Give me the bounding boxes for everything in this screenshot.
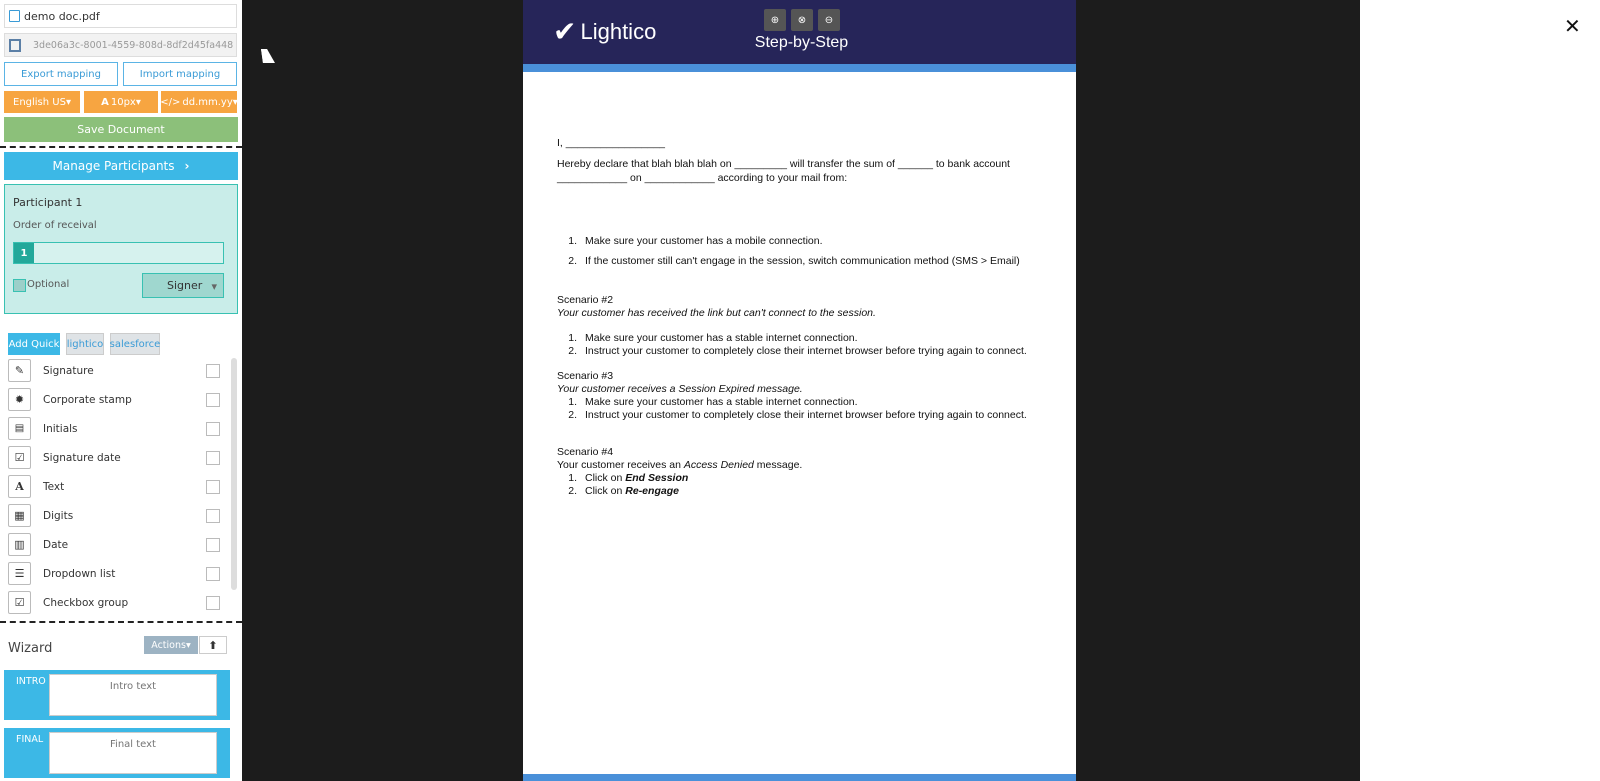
footer-accent-bar xyxy=(523,774,1076,781)
field-label: Date xyxy=(43,538,69,551)
file-name: demo doc.pdf xyxy=(24,9,100,23)
font-size-label: 10px xyxy=(110,96,136,108)
optional-label: Optional xyxy=(27,279,70,290)
viewer-header xyxy=(523,0,1076,64)
language-dropdown[interactable] xyxy=(4,91,80,113)
doc-scenario-sub: Your customer receives a Session Expired message. xyxy=(557,383,803,395)
doc-text: Your customer receives an xyxy=(557,459,684,471)
field-checkbox[interactable] xyxy=(206,538,220,552)
optional-checkbox[interactable] xyxy=(13,279,26,292)
field-checkbox[interactable] xyxy=(206,451,220,465)
language-label: English US xyxy=(13,96,66,108)
calendar-icon: ▥ xyxy=(8,533,31,556)
save-file-icon xyxy=(9,10,20,22)
arrow-up-icon[interactable]: ⬆ xyxy=(199,636,227,654)
caret-down-icon: ▾ xyxy=(135,96,141,108)
date-format-label: dd.mm.yy xyxy=(182,96,233,108)
calculator-icon: ▦ xyxy=(8,504,31,527)
doc-list-item: 2. Instruct your customer to completely close their internet browser before trying again to connect. xyxy=(568,345,1027,357)
quick-tag-salesforce[interactable]: salesforce xyxy=(110,333,160,355)
chevron-right-icon: › xyxy=(184,159,190,173)
role-dropdown[interactable] xyxy=(142,273,224,298)
intro-label: INTRO xyxy=(16,676,46,687)
doc-text: Click on xyxy=(585,485,626,497)
close-icon[interactable]: ✕ xyxy=(1564,14,1581,38)
doc-scenario-sub: Your customer has received the link but can't connect to the session. xyxy=(557,307,876,319)
add-quick-button[interactable]: Add Quick xyxy=(8,333,60,355)
doc-text: Click on xyxy=(585,472,626,484)
manage-participants-button[interactable] xyxy=(4,152,238,180)
logo-text: Lightico xyxy=(580,19,657,44)
copy-icon xyxy=(9,39,21,52)
text-icon: A xyxy=(8,475,31,498)
doc-list-item: 2. Click on Re-engage xyxy=(568,485,679,497)
field-signature[interactable] xyxy=(8,358,230,383)
divider xyxy=(0,146,242,148)
doc-list-item: 1. Make sure your customer has a stable internet connection. xyxy=(568,332,858,344)
manage-participants-label: Manage Participants xyxy=(52,159,175,173)
doc-scenario-title: Scenario #4 xyxy=(557,446,614,458)
doc-text: message. xyxy=(753,459,803,471)
save-document-button[interactable]: Save Document xyxy=(4,117,238,142)
checkmark-icon: ✔ xyxy=(553,15,577,48)
quick-tag-lightico[interactable]: lightico xyxy=(66,333,104,355)
field-checkbox[interactable] xyxy=(206,480,220,494)
field-date[interactable] xyxy=(8,532,230,557)
document-id-field[interactable] xyxy=(4,33,237,57)
code-icon: </> xyxy=(160,96,181,108)
field-dropdown-list[interactable] xyxy=(8,561,230,586)
font-icon: A xyxy=(101,96,109,108)
caret-down-icon: ▾ xyxy=(232,96,238,108)
field-checkbox[interactable] xyxy=(206,567,220,581)
role-label: Signer xyxy=(167,279,203,292)
viewer-title: Step-by-Step xyxy=(754,34,849,51)
doc-list-item: 1. Make sure your customer has a mobile connection. xyxy=(568,235,823,247)
reset-zoom-button[interactable] xyxy=(791,9,813,31)
doc-line: ____________ on ____________ according to your mail from: xyxy=(557,172,848,184)
field-checkbox[interactable] xyxy=(206,422,220,436)
participant-name: Participant 1 xyxy=(13,196,83,209)
final-text-input[interactable] xyxy=(49,732,217,774)
stamp-icon: ✹ xyxy=(8,388,31,411)
field-label: Signature xyxy=(43,364,94,377)
doc-list-text: Instruct your customer to completely close their internet browser before trying again to connect. xyxy=(585,345,1027,357)
doc-list-text: Make sure your customer has a stable internet connection. xyxy=(585,332,858,344)
field-signature-date[interactable] xyxy=(8,445,230,470)
id-card-icon: ▤ xyxy=(8,417,31,440)
header-accent-bar xyxy=(523,64,1076,72)
doc-list-item: 2. Instruct your customer to completely close their internet browser before trying again to connect. xyxy=(568,409,1027,421)
right-panel xyxy=(1360,0,1600,781)
order-value: 1 xyxy=(14,243,34,263)
doc-text-em: Re-engage xyxy=(625,485,679,497)
field-checkbox[interactable] xyxy=(206,393,220,407)
zoom-in-button[interactable] xyxy=(764,9,786,31)
document-id: 3de06a3c-8001-4559-808d-8df2d45fa448 xyxy=(33,39,234,51)
caret-down-icon: ▾ xyxy=(211,280,217,293)
document-viewer xyxy=(523,0,1076,781)
intro-text-input[interactable] xyxy=(49,674,217,716)
divider xyxy=(0,621,242,623)
caret-down-icon: ▾ xyxy=(185,639,191,651)
pen-icon: ✎ xyxy=(8,359,31,382)
doc-list-text: Make sure your customer has a stable internet connection. xyxy=(585,396,858,408)
date-format-dropdown[interactable] xyxy=(161,91,237,113)
field-corporate-stamp[interactable] xyxy=(8,387,230,412)
zoom-out-button[interactable] xyxy=(818,9,840,31)
field-checkbox[interactable] xyxy=(206,596,220,610)
actions-dropdown[interactable] xyxy=(144,636,198,654)
field-list-scrollbar[interactable] xyxy=(231,358,237,590)
font-size-dropdown[interactable] xyxy=(84,91,158,113)
field-label: Corporate stamp xyxy=(43,393,132,406)
doc-scenario-title: Scenario #3 xyxy=(557,370,614,382)
checkbox-icon: ☑ xyxy=(8,591,31,614)
close-circle-icon: ⊗ xyxy=(797,14,807,26)
export-mapping-button[interactable]: Export mapping xyxy=(4,62,118,86)
field-label: Initials xyxy=(43,422,78,435)
wizard-intro xyxy=(4,670,230,720)
doc-line: Hereby declare that blah blah blah on _________ will transfer the sum of ______ to bank account xyxy=(557,158,1010,170)
doc-text-em: End Session xyxy=(625,472,689,484)
mouse-pointer-icon xyxy=(261,49,275,63)
doc-list-item: 1. Click on End Session xyxy=(568,472,689,484)
caret-down-icon: ▾ xyxy=(65,96,71,108)
doc-list-text: Make sure your customer has a mobile connection. xyxy=(585,235,823,247)
participant-card xyxy=(4,184,238,314)
file-name-field[interactable] xyxy=(4,4,237,28)
doc-scenario-sub xyxy=(557,459,802,471)
order-label: Order of receival xyxy=(13,220,97,231)
wizard-title: Wizard xyxy=(8,641,53,656)
import-mapping-button[interactable]: Import mapping xyxy=(123,62,237,86)
doc-list-text: Instruct your customer to completely close their internet browser before trying again to connect. xyxy=(585,409,1027,421)
doc-list-item: 1. Make sure your customer has a stable internet connection. xyxy=(568,396,858,408)
doc-scenario-title: Scenario #2 xyxy=(557,294,614,306)
field-checkbox[interactable] xyxy=(206,364,220,378)
doc-line: I, _________________ xyxy=(557,137,666,149)
final-label: FINAL xyxy=(16,734,44,745)
field-label: Signature date xyxy=(43,451,121,464)
field-label: Checkbox group xyxy=(43,596,129,609)
field-label: Dropdown list xyxy=(43,567,116,580)
sidebar xyxy=(0,0,242,781)
actions-label: Actions xyxy=(151,639,186,651)
calendar-check-icon: ☑ xyxy=(8,446,31,469)
order-input[interactable] xyxy=(13,242,224,264)
field-digits[interactable] xyxy=(8,503,230,528)
field-label: Text xyxy=(43,480,65,493)
field-text[interactable] xyxy=(8,474,230,499)
doc-text-em: Access Denied xyxy=(683,459,754,471)
zoom-in-icon: ⊕ xyxy=(770,14,780,26)
zoom-out-icon: ⊖ xyxy=(824,14,834,26)
field-label: Digits xyxy=(43,509,74,522)
doc-list-text: If the customer still can't engage in the session, switch communication method (SMS > Email) xyxy=(585,255,1020,267)
field-checkbox-group[interactable] xyxy=(8,590,230,615)
doc-list-item: 2. If the customer still can't engage in the session, switch communication method (SMS > Email) xyxy=(568,255,1020,267)
wizard-final xyxy=(4,728,230,778)
field-checkbox[interactable] xyxy=(206,509,220,523)
list-icon: ☰ xyxy=(8,562,31,585)
field-initials[interactable] xyxy=(8,416,230,441)
